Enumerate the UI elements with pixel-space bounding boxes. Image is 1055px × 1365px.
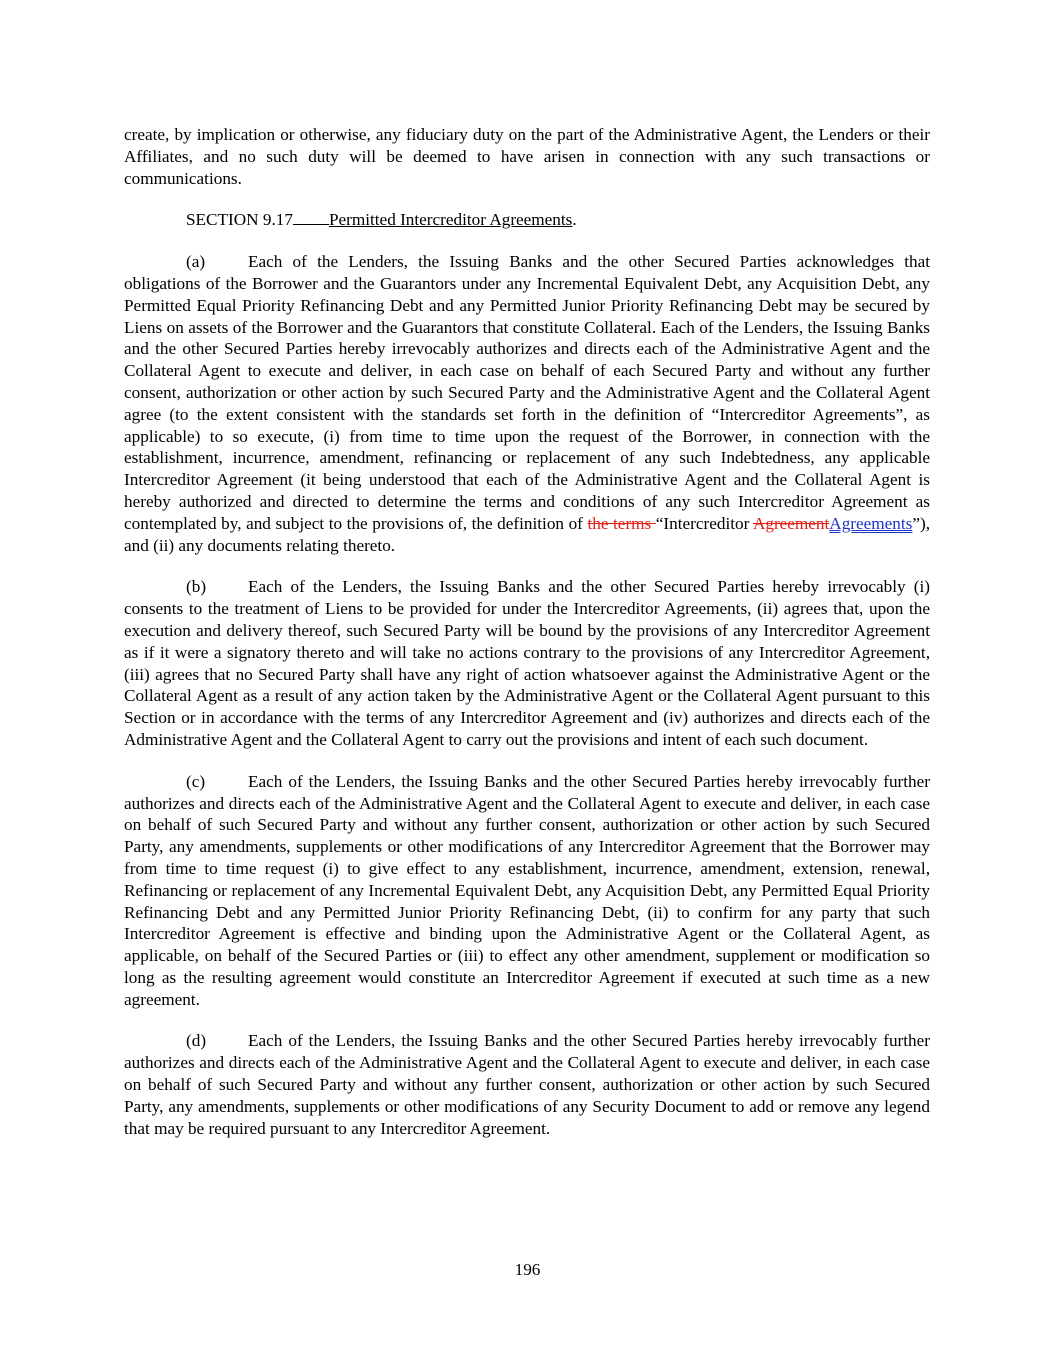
paragraph-b bbox=[124, 576, 930, 750]
paragraph-a-text-1: Each of the Lenders, the Issuing Banks and the other Secured Parties acknowledges that obligations of the Borrower and the Guarantors under any Incremental Equivalent Debt, any Acquisition Debt, any Permitted Equal Priority Refinancing Debt and any Permitted Junior Priority Refinancing Debt may be secured by Liens on assets of the Borrower and the Guarantors that constitute Collateral. Each of the Lenders, the Issuing Banks and the other Secured Parties hereby irrevocably authorizes and directs each of the Administrative Agent and the Collateral Agent to execute and deliver, in each case on behalf of each Secured Party and without any further consent, authorization or other action by such Secured Party and the Administrative Agent and the Collateral Agent agree (to the extent consistent with the standards set forth in the definition of “Intercreditor Agreements”, as applicable) to so execute, (i) from time to time upon the request of the Borrower, in connection with the establishment, incurrence, amendment, refinancing or replacement of any such Indebtedness, any applicable Intercreditor Agreement (it being understood that each of the Administrative Agent and the Collateral Agent is hereby authorized and directed to determine the terms and conditions of any such Intercreditor Agreement as contemplated by, and subject to the provisions of, the definition of bbox=[124, 252, 930, 533]
paragraph-c-label: (c) bbox=[186, 771, 206, 791]
deleted-text-2: Agreement bbox=[752, 513, 830, 533]
inserted-text: Agreements bbox=[829, 513, 913, 533]
heading-tab-underline bbox=[293, 210, 329, 225]
paragraph-a-text-3: ”), and (ii) any documents relating thereto. bbox=[124, 513, 930, 555]
document-page bbox=[124, 124, 930, 1159]
paragraph-d bbox=[124, 1030, 930, 1139]
section-number: SECTION 9.17 bbox=[186, 210, 293, 230]
paragraph-a-text-2: “Intercreditor bbox=[655, 513, 753, 533]
paragraph-b-label: (b) bbox=[186, 577, 207, 597]
paragraph-b-text: Each of the Lenders, the Issuing Banks and the other Secured Parties hereby irrevocably (i) consents to the treatment of Liens to be provided for under the Intercreditor Agreements, (ii) agrees that, upon the execution and delivery thereof, such Secured Party will be bound by the provisions of any Intercreditor Agreement as if it were a signatory thereto and will take no actions contrary to the provisions of any Intercreditor Agreement, (iii) agrees that no Secured Party shall have any right of action whatsoever against the Administrative Agent or the Collateral Agent as a result of any action taken by the Administrative Agent or the Collateral Agent pursuant to this Section or in accordance with the terms of any Intercreditor Agreement and (iv) authorizes and directs each of the Administrative Agent and the Collateral Agent to carry out the provisions and intent of each such document. bbox=[124, 577, 930, 749]
continuation-paragraph: create, by implication or otherwise, any fiduciary duty on the part of the Administrative Agent, the Lenders or their Affiliates, and no such duty will be deemed to have arisen in connection with any such transactions or communications. bbox=[124, 125, 930, 188]
paragraph-c bbox=[124, 771, 930, 1011]
paragraph-c-text: Each of the Lenders, the Issuing Banks and the other Secured Parties hereby irrevocably further authorizes and directs each of the Administrative Agent and the Collateral Agent to execute and deliver, in each case on behalf of such Secured Party and without any further consent, authorization or other action by such Secured Party, any amendments, supplements or other modifications of any Intercreditor Agreement that the Borrower may from time to time request (i) to give effect to any establishment, incurrence, amendment, extension, renewal, Refinancing or replacement of any Incremental Equivalent Debt, any Acquisition Debt, any Permitted Equal Priority Refinancing Debt and any Permitted Junior Priority Refinancing Debt, (ii) to confirm for any party that such Intercreditor Agreement is effective and binding upon the Administrative Agent or the Collateral Agent, as applicable, on behalf of the Secured Parties or (iii) to effect any other amendment, supplement or modification so long as the resulting agreement would constitute an Intercreditor Agreement if executed at such time as a new agreement. bbox=[124, 771, 930, 1009]
section-heading: SECTION 9.17 Permitted Intercreditor Agreements. bbox=[186, 210, 577, 230]
page-number: 196 bbox=[514, 1260, 541, 1279]
section-title: Permitted Intercreditor Agreements bbox=[328, 210, 573, 230]
paragraph-d-text: Each of the Lenders, the Issuing Banks and the other Secured Parties hereby irrevocably further authorizes and directs each of the Administrative Agent and the Collateral Agent to execute and deliver, in each case on behalf of such Secured Party and without any further consent, authorization or other action by such Secured Party, any amendments, supplements or other modifications of any Security Document to add or remove any legend that may be required pursuant to any Intercreditor Agreement. bbox=[124, 1031, 930, 1138]
paragraph-a-label: (a) bbox=[186, 252, 206, 272]
paragraph-a bbox=[124, 251, 930, 556]
deleted-text-1: the terms bbox=[587, 513, 656, 533]
paragraph-d-label: (d) bbox=[186, 1031, 207, 1051]
